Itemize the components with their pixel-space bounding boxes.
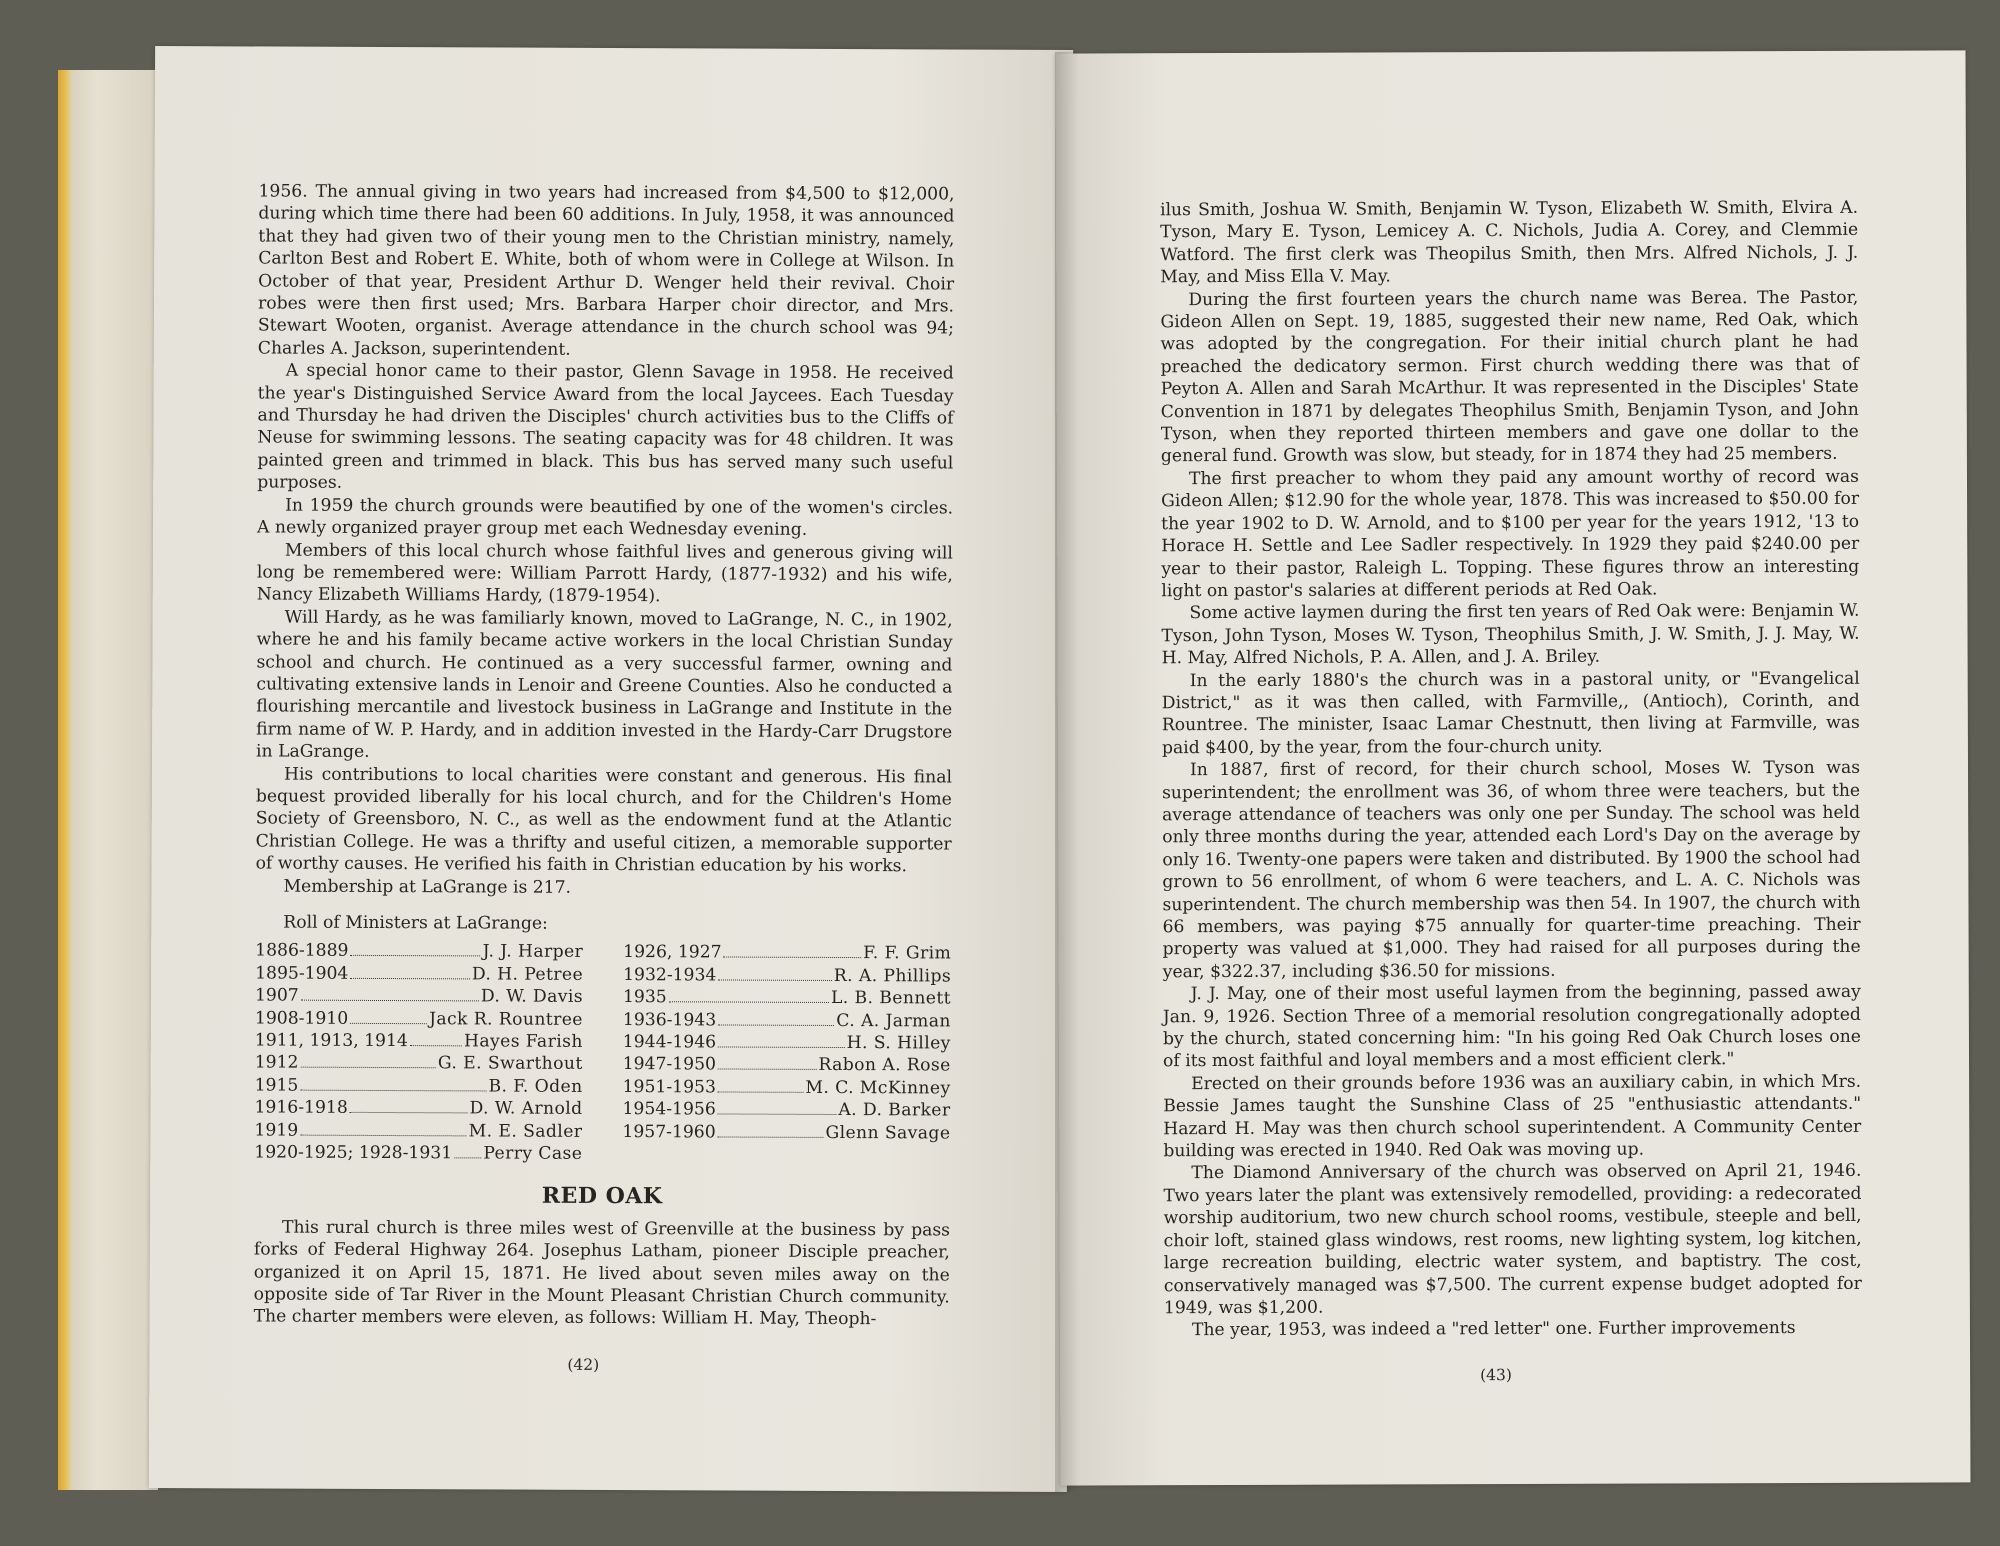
roll-minister-name: Hayes Farish [463, 1031, 583, 1052]
book-gutter [1055, 52, 1079, 1492]
roll-minister-name: F. F. Grim [863, 943, 952, 964]
paragraph: ilus Smith, Joshua W. Smith, Benjamin W. Tyson, Elizabeth W. Smith, Elvira A. Tyson, Mary E. Tyson, Lemicey A. C. Nichols, Judia A. Corey, and Clemmie Watford. The first clerk was Theopilus Smith, then Mrs. Alfred Nichols, J. J. May, and Miss Ella V. May. [1160, 197, 1859, 288]
roll-minister-name: D. W. Davis [480, 986, 584, 1008]
dot-leader [300, 1089, 486, 1091]
roll-minister-name: D. H. Petree [471, 964, 584, 985]
paragraph: A special honor came to their pastor, Glenn Savage in 1958. He received the year's Distinguished Service Award from the local Jaycees. Each Tuesday and Thursday he had driven the Disciples' church activities bus to the Cliffs of Neuse for swimming lessons. The seating capacity was for 48 children. It was painted green and trimmed in black. This bus has served many such useful purposes. [257, 360, 954, 494]
paragraph: During the first fourteen years the church name was Berea. The Pastor, Gideon Allen on Sept. 19, 1885, suggested their new name, Red Oak, which was adopted by the congregation. For their initial church plant he had preached the dedicatory sermon. First church wedding there was that of Peyton A. Allen and Sarah McArthur. It was represented in the Disciples' State Convention in 1871 by delegates Theophilus Smith, Benjamin Tyson, and John Tyson, when they reported thirteen members and gave one dollar to the general fund. Growth was slow, but steady, for in 1874 they had 25 members. [1160, 287, 1859, 467]
roll-entry [622, 1121, 950, 1145]
roll-minister-name: M. E. Sadler [468, 1120, 583, 1142]
paragraph: J. J. May, one of their most useful laymen from the beginning, passed away Jan. 9, 1926. Section Three of a memorial resolution congregationally adopted by the church, stated concerning him: "In his going Red Oak Church loses one of its most faithful and loyal members and a most efficient clerk." [1162, 982, 1861, 1072]
roll-minister-name: Perry Case [483, 1143, 583, 1164]
roll-minister-name: A. D. Barker [838, 1100, 951, 1121]
roll-minister-name: M. C. McKinney [805, 1077, 951, 1099]
dot-leader [350, 978, 469, 980]
roll-minister-name: J. J. Harper [482, 941, 584, 963]
roll-years: 1936-1943 [622, 1009, 717, 1031]
dot-leader [350, 1112, 468, 1114]
dot-leader [718, 1046, 845, 1048]
paragraph: Members of this local church whose faithful lives and generous giving will long be remembered were: William Parrott Hardy, (1877-1932) and his wife, Nancy Elizabeth Williams Hardy, (1879-1954). [256, 540, 953, 607]
dot-leader [669, 1001, 829, 1003]
roll-entry [255, 940, 583, 964]
ministers-roll [254, 940, 951, 1167]
roll-entry [255, 962, 583, 986]
dot-leader [718, 1114, 837, 1116]
roll-title: Roll of Ministers at LaGrange: [283, 912, 548, 934]
paragraph: The first preacher to whom they paid any amount worthy of record was Gideon Allen; $12.90 for the whole year, 1878. This was increased to $50.00 for the year 1902 to D. W. Arnold, and to $100 per year for the years 1912, '13 to Horace H. Settle and Lee Sadler respectively. In 1929 they paid $240.00 per year to their pastor, Raleigh L. Topping. These figures throw an interesting light on pastor's salaries at different periods at Red Oak. [1161, 466, 1860, 602]
roll-entry [623, 941, 951, 965]
dot-leader [718, 1091, 804, 1092]
paragraph: Membership at LaGrange is 217. [283, 876, 572, 898]
paragraph: Erected on their grounds before 1936 was an auxiliary cabin, in which Mrs. Bessie James taught the Sunshine Class of 25 "enthusiastic attendants." Hazard H. May was then church school superintendent. A Community Center building was erected in 1940. Red Oak was moving up. [1163, 1071, 1862, 1162]
roll-minister-name: D. W. Arnold [469, 1098, 583, 1120]
dot-leader [718, 979, 831, 980]
roll-years: 1935 [622, 987, 667, 1008]
roll-years: 1911, 1913, 1914 [254, 1030, 408, 1052]
roll-years: 1912 [254, 1052, 299, 1073]
book-page-edges [58, 70, 158, 1490]
paragraph: In 1959 the church grounds were beautified by one of the women's circles. A newly organized prayer group met each Wednesday evening. [257, 495, 954, 540]
roll-entry [623, 1009, 951, 1033]
roll-minister-name: G. E. Swarthout [437, 1053, 583, 1075]
dot-leader [454, 1157, 481, 1158]
roll-years: 1954-1956 [622, 1099, 716, 1120]
roll-minister-name: B. F. Oden [488, 1076, 583, 1097]
roll-years: 1944-1946 [622, 1032, 717, 1053]
roll-years: 1926, 1927 [623, 942, 722, 963]
left-page-text [254, 180, 955, 1331]
roll-years: 1957-1960 [622, 1121, 716, 1142]
roll-years: 1907 [254, 985, 299, 1006]
paragraph: In the early 1880's the church was in a pastoral unity, or "Evangelical District," as it was then called, with Farmville,, (Antioch), Corinth, and Rountree. The minister, Isaac Lamar Chestnutt, then living at Farmville, was paid $400, by the year, from the four-church unity. [1161, 668, 1860, 758]
dot-leader [718, 1024, 834, 1026]
paragraph: His contributions to local charities were constant and generous. His final bequest provided liberally for his local church, and for the Children's Home Society of Greensboro, N. C., as well as the endowment fund at the Atlantic Christian College. He was a thrifty and useful citizen, a memorable supporter of worthy causes. He verified his faith in Christian education by his works. [255, 764, 953, 877]
roll-entry [622, 1098, 950, 1122]
roll-minister-name: Glenn Savage [825, 1122, 951, 1144]
roll-entry [623, 1053, 951, 1077]
roll-minister-name: Jack R. Rountree [429, 1008, 583, 1030]
dot-leader [350, 955, 480, 957]
roll-years: 1932-1934 [623, 964, 717, 986]
paragraph: Some active laymen during the first ten years of Red Oak were: Benjamin W. Tyson, John Tyson, Moses W. Tyson, Theophilus Smith, J. W. Smith, J. J. May, W. H. May, Alfred Nichols, P. A. Allen, and J. A. Briley. [1161, 601, 1860, 669]
roll-years: 1947-1950 [622, 1054, 717, 1075]
roll-years: 1915 [254, 1075, 299, 1096]
roll-years: 1908-1910 [254, 1008, 349, 1029]
roll-entry [623, 1031, 951, 1055]
paragraph: This rural church is three miles west of Greenville at the business by pass forks of Federal Highway 264. Josephus Latham, pioneer Disciple preacher, organized it on April 15, 1871. He lived about seven miles away on the opposite side of Tar River in the Mount Pleasant Christian Church community. The charter members were eleven, as follows: William H. May, Theoph- [253, 1217, 951, 1330]
roll-entry [255, 1007, 583, 1031]
dot-leader [718, 1136, 824, 1137]
roll-minister-name: L. B. Bennett [830, 988, 952, 1009]
paragraph: The Diamond Anniversary of the church was observed on April 21, 1946. Two years later the plant was extensively remodelled, providing: a redecorated worship auditorium, two new church school rooms, vestibule, steeple and bell, choir loft, stained glass windows, rest rooms, new lighting system, log kitchen, large recreation building, electric water system, and baptistry. The cost, conservatively managed was $7,500. The current expense budget adopted for 1949, was $1,200. [1163, 1161, 1862, 1319]
roll-entry [255, 1074, 583, 1098]
dot-leader [724, 957, 861, 959]
roll-entry [254, 1097, 582, 1121]
dot-leader [718, 1069, 816, 1070]
roll-years: 1886-1889 [255, 940, 349, 962]
roll-years: 1951-1953 [622, 1076, 716, 1098]
roll-entry [254, 1119, 582, 1143]
roll-minister-name: C. A. Jarman [836, 1010, 951, 1032]
roll-years: 1916-1918 [254, 1097, 348, 1118]
roll-years: 1895-1904 [255, 963, 349, 984]
roll-years: 1920-1925; 1928-1931 [254, 1142, 453, 1164]
roll-years: 1919 [254, 1119, 299, 1141]
roll-minister-name: R. A. Phillips [833, 965, 952, 987]
roll-entry [623, 986, 951, 1010]
roll-entry [255, 1052, 583, 1076]
dot-leader [350, 1022, 427, 1023]
right-page-text [1160, 197, 1862, 1342]
paragraph: The year, 1953, was indeed a "red letter" one. Further improvements [1191, 1318, 1796, 1341]
roll-minister-name: H. S. Hilley [846, 1032, 951, 1054]
paragraph: 1956. The annual giving in two years had increased from $4,500 to $12,000, during which time there had been 60 additions. In July, 1958, it was announced that they had given two of their young men to the Christian ministry, namely, Carlton Best and Robert E. White, both of whom were in College at Wilson. In October of that year, President Arthur D. Wenger held their revival. Choir robes were then first used; Mrs. Barbara Harper choir director, and Mrs. Stewart Wooten, organist. Average attendance in the church school was 94; Charles A. Jackson, superintendent. [257, 181, 955, 360]
section-heading: RED OAK [541, 1183, 663, 1210]
roll-entry [254, 1141, 582, 1165]
roll-entry [255, 1029, 583, 1053]
left-page [149, 46, 1073, 1492]
roll-entry [255, 985, 583, 1009]
page-number: (42) [567, 1355, 600, 1374]
paragraph: In 1887, first of record, for their church school, Moses W. Tyson was superintendent; the enrollment was 36, of whom three were teachers, but the average attendance of teachers was only one per Sunday. The school was held only three months during the year, attended each Lord's Day on the average by only 16. Twenty-one papers were taken and distributed. By 1900 the school had grown to 56 enrollment, of whom 6 were teachers, and L. A. C. Nichols was superintendent. The church membership was then 54. In 1907, the church with 66 members, was paying $75 annually for quarter-time preaching. Their property was valued at $1,000. They had raised for all purposes during the year, $322.37, including $36.50 for missions. [1162, 757, 1861, 983]
roll-entry [623, 1076, 951, 1100]
right-page [1056, 50, 1971, 1485]
page-number: (43) [1480, 1366, 1512, 1385]
roll-minister-name: Rabon A. Rose [818, 1055, 951, 1076]
dot-leader [300, 1134, 467, 1136]
dot-leader [300, 1067, 435, 1069]
roll-entry [623, 964, 951, 988]
dot-leader [301, 1000, 479, 1002]
roll-column-right [622, 941, 951, 1166]
dot-leader [410, 1045, 462, 1046]
paragraph: Will Hardy, as he was familiarly known, moved to LaGrange, N. C., in 1902, where he and his family became active workers in the local Christian Sunday school and church. He continued as a very successful farmer, owning and cultivating extensive lands in Lenoir and Greene Counties. Also he conducted a flourishing mercantile and livestock business in LaGrange and Institute in the firm name of W. P. Hardy, and in addition invested in the Hardy-Carr Drugstore in LaGrange. [256, 607, 953, 763]
roll-column-left [254, 940, 583, 1165]
